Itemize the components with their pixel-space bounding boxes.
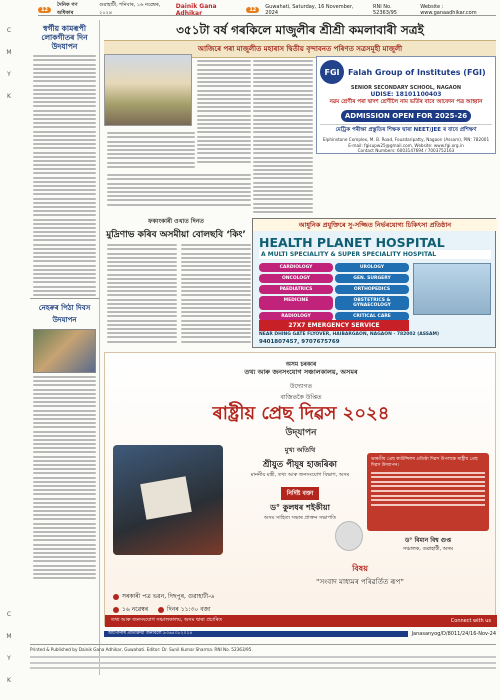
press-gov: অসম চৰকাৰ — [285, 361, 317, 368]
press-day-advertisement — [104, 352, 496, 626]
hph-dept: MEDICINE — [259, 296, 333, 310]
signer-photo — [335, 521, 363, 551]
press-venue: সৰকাৰী পত্ৰ ভৱন, দিছপুৰ, গুৱাহাটী-৬ — [122, 593, 215, 600]
hph-building-photo — [413, 263, 491, 315]
speaker-name: ড° কুলধৰ শইকীয়া — [270, 503, 330, 512]
hph-title: HEALTH PLANET HOSPITAL — [259, 235, 445, 250]
hph-dept: OBSTETRICS & GYNAECOLOGY — [335, 296, 409, 310]
fgi-advertisement — [316, 56, 496, 154]
main-story-body-col1 — [197, 58, 251, 165]
hph-dept: CARDIOLOGY — [259, 263, 333, 272]
cmyk-y: Y — [7, 71, 11, 78]
press-org2: বাজিতকৈ উপ্তিত — [280, 394, 322, 401]
speaker-label: নিৰ্দিষ্ট বক্তা — [281, 487, 320, 500]
header-date: গুৱাহাটী, শনিবাৰ, ১৬ নৱেম্বৰ, ২০২৪ — [99, 1, 161, 16]
article2-body-col1 — [107, 242, 177, 345]
fgi-address: Elphinstone Complex, M. B. Road, Fouzdaripatty, Nagaon (Assam), PIN: 782001 — [322, 137, 490, 142]
left-column — [30, 20, 100, 675]
cmyk-k: K — [7, 93, 11, 100]
fgi-logo: FGI — [320, 60, 344, 84]
article2-heading — [104, 216, 248, 242]
press-footer — [105, 615, 497, 627]
main-photo-caption — [107, 130, 195, 170]
cmyk-m: M — [6, 633, 12, 640]
masthead: Dainik Gana Adhikar — [175, 2, 217, 17]
main-headline: ৩৫১টা বৰ্ষ গৰকিলে মাজুলীৰ শ্ৰীশ্ৰী কমলাবাৰী সত্ৰই — [176, 23, 424, 37]
chief-guest-label: মুখ্য অতিথি — [284, 446, 316, 454]
press-launch: উদ্‌যাপন — [285, 428, 317, 438]
cmyk-k: K — [7, 677, 11, 684]
main-story-body-col2 — [253, 58, 313, 215]
header-date-en: Guwahati, Saturday, 16 November, 2024 — [265, 3, 354, 16]
signer-name: ড° বিমান বিশ্ব গুপ্ত — [404, 537, 452, 544]
hph-dept: RADIOLOGY — [259, 312, 333, 321]
fgi-school: SENIOR SECONDARY SCHOOL, NAGAON — [350, 85, 462, 91]
press-title: ৰাষ্ট্ৰীয় প্ৰেছ দিৱস ২০২৪ — [212, 403, 390, 424]
hph-subtitle: A MULTI SPECIALITY & SUPER SPECIALITY HOSPITAL — [259, 250, 491, 259]
press-footer-left: তথ্য আৰু জনসংযোগ সঞ্চালকালয়, অসম দ্বাৰা প্ৰচাৰিত — [111, 617, 223, 623]
hph-dept: GEN. SURGERY — [335, 274, 409, 283]
fgi-name: Falah Group of Institutes (FGI) — [348, 67, 486, 77]
cmyk-y: Y — [7, 655, 11, 662]
calendar-icon — [113, 607, 119, 613]
hph-tagline: আধুনিক প্ৰযুক্তিৰে সু-সজ্জিত নিৰ্ভৰযোগ্য চিকিৎসা প্ৰতিষ্ঠান — [253, 219, 497, 231]
main-story-body-col1b — [107, 172, 251, 208]
press-time: দিনৰ ১১:৩০ বজা — [166, 606, 211, 613]
topic-text: “সংবাদ মাধ্যমৰ পৰিৱৰ্তিত ৰূপ” — [315, 578, 405, 586]
hph-departments — [259, 263, 409, 321]
article2-headline: মুদ্ৰিণাভ কৰিব অসমীয়া বোলছবি ‘কিং’ — [106, 230, 246, 240]
topic-label: বিষয় — [352, 564, 368, 573]
page-header — [38, 1, 496, 17]
press-signer — [367, 535, 489, 554]
hph-address: NEAR DHING GATE FLYOVER, HAIBARGAON, NAGAON - 782002 (ASSAM) — [259, 332, 440, 337]
hph-dept: UROLOGY — [335, 263, 409, 272]
signer-role: সঞ্চালক, গুৱাহাটী, অসম — [402, 546, 454, 552]
venue-icon — [113, 594, 119, 600]
hospital-advertisement — [252, 218, 496, 348]
left-article-2-body — [33, 376, 96, 579]
page-number-right: 12 — [246, 7, 259, 13]
press-dept: তথ্য আৰু জনসংযোগ সঞ্চালকালয়, অসমৰ — [244, 368, 358, 376]
website[interactable]: Website : www.ganaadhikar.com — [420, 3, 477, 16]
cmyk-c: C — [6, 27, 12, 34]
page-number: 12 — [38, 7, 51, 13]
brand-name: দৈনিক গণ অধিকাৰ — [56, 1, 78, 16]
fgi-admission-banner: ADMISSION OPEN FOR 2025-26 — [341, 110, 471, 122]
ad-key-line — [104, 630, 496, 638]
hph-phone: 9401807457, 9707675769 — [259, 339, 340, 345]
main-subheadline: আজিৰে পৰা মাজুলীত মহাৰাস দ্বিতীয় বৃন্দাবনত পৰিণত সত্ৰসমূহী মাজুলী — [104, 40, 496, 58]
speaker-desc: অসম সাহিত্য সভাৰ প্ৰাক্তন সভাপতি — [263, 515, 337, 521]
cmyk-strip-bottom — [2, 604, 16, 692]
cmyk-strip-top — [2, 20, 16, 108]
hph-dept: PAEDIATRICS — [259, 285, 333, 294]
imprint-text: Printed & Published by Dainik Gana Adhikar, Guwahati. Editor: Dr. Sunil Kumar Sharma. RNI No. 52363/95. — [30, 647, 253, 652]
article2-body-col2 — [181, 242, 251, 345]
hph-emergency: 27X7 EMERGENCY SERVICE — [259, 320, 409, 331]
hph-dept: ORTHOPEDICS — [335, 285, 409, 294]
left-headline-2: নেহৰুৰ পিঠা দিবস উদযাপন — [30, 298, 99, 326]
left-headline-1: স্বৰ্গীয় কামৰূপী লোকগীতৰ দিন উদযাপন — [41, 24, 88, 51]
main-story-photo — [104, 54, 192, 126]
jkey: Janasanyog/D/8011/24/16-Nov-24 — [411, 631, 496, 637]
fgi-email: E-mail: fgisupw25@gmail.com, Website: www.fgi.org.in — [348, 142, 464, 148]
chief-guest-name: শ্ৰীযুত পীযূষ হাজৰিকা — [263, 460, 337, 470]
hph-dept: ONCOLOGY — [259, 274, 333, 283]
clock-icon — [158, 607, 164, 613]
fgi-assamese-line: নৱম শ্ৰেণীৰ পৰা দ্বাদশ শ্ৰেণীলৈ নাম ভৰ্তিৰ বাবে আবেদন পত্ৰ আহ্বান — [329, 99, 483, 105]
press-guests — [245, 445, 355, 523]
cmyk-c: C — [6, 611, 12, 618]
press-org-label: উদ্যোগত — [289, 383, 313, 390]
press-footer-line: আপোনাৰ প্ৰতিক্ৰিয়া জনাবলৈ ৯৩৬৫০৮২০২৪ — [104, 631, 408, 637]
fgi-udise: UDISE: 18101100403 — [370, 91, 442, 98]
press-quote-box — [367, 453, 489, 531]
press-event-info — [113, 589, 489, 617]
fgi-contact: Contact Numbers: 6003147694 / 7003752163 — [357, 148, 455, 153]
press-footer-right: Connect with us — [450, 618, 491, 624]
hph-dept: CRITICAL CARE — [335, 312, 409, 321]
rni-number: RNI No. 52363/95 — [373, 3, 397, 16]
imprint-footer — [30, 644, 496, 673]
press-magazine-illustration — [113, 445, 223, 555]
cmyk-m: M — [6, 49, 12, 56]
press-topic — [235, 563, 485, 588]
chief-guest-desc: মাননীয় মন্ত্ৰী, তথ্য আৰু জনসংযোগ বিভাগ, অসম — [250, 472, 350, 478]
left-article-photo — [33, 329, 96, 373]
article2-kicker: ফকাংকাৰী ওখাত দিনত — [148, 218, 204, 225]
fgi-neet-line: মেট্ৰিক পৰীক্ষা প্ৰস্তুতিৰ শিক্ষক দ্বাৰা NEET/JEE ৰ বাবে প্ৰশিক্ষণ — [320, 124, 492, 135]
left-article-1-body — [33, 55, 96, 296]
press-date: ১৬ নৱেম্বৰ — [122, 606, 149, 613]
press-quote: ভাৰতীয় প্ৰেছ কাউন্সিলৰ প্ৰতিষ্ঠা দিৱস উপলক্ষে ৰাষ্ট্ৰীয় প্ৰেছ দিৱস উদযাপন। — [371, 457, 478, 468]
